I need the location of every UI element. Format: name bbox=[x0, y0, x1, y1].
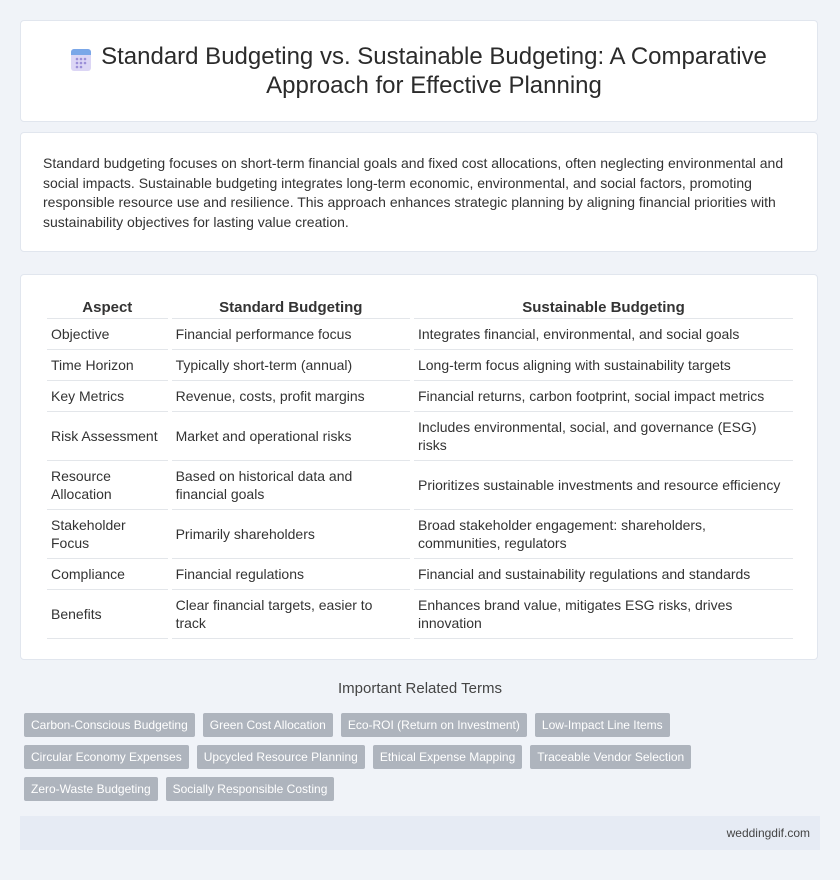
table-row bbox=[47, 319, 793, 350]
tag-ethical-expense-mapping[interactable]: Ethical Expense Mapping bbox=[373, 745, 522, 769]
table-cell: Time Horizon bbox=[47, 350, 168, 381]
table-cell: Includes environmental, social, and governance (ESG) risks bbox=[414, 412, 793, 461]
tag-upcycled-resource-planning[interactable]: Upcycled Resource Planning bbox=[197, 745, 365, 769]
table-row bbox=[47, 350, 793, 381]
page-title: Standard Budgeting vs. Sustainable Budgeting: A Comparative Approach for Effective Planning bbox=[101, 43, 767, 99]
table-cell: Enhances brand value, mitigates ESG risks, drives innovation bbox=[414, 590, 793, 639]
intro-paragraph: Standard budgeting focuses on short-term financial goals and fixed cost allocations, often neglecting environmental and social impacts. Sustainable budgeting integrates long-term economic, environmental, and social factors, promoting responsible resource use and resilience. This approach enhances strategic planning by aligning financial priorities with sustainability objectives for lasting value creation. bbox=[43, 155, 784, 230]
table-cell: Financial regulations bbox=[172, 559, 410, 590]
related-terms-title: Important Related Terms bbox=[338, 680, 502, 697]
table-row bbox=[47, 412, 793, 461]
table-row bbox=[47, 510, 793, 559]
column-header-standard: Standard Budgeting bbox=[172, 296, 410, 319]
column-header-aspect: Aspect bbox=[47, 296, 168, 319]
table-cell: Broad stakeholder engagement: shareholders, communities, regulators bbox=[414, 510, 793, 559]
tag-zero-waste-budgeting[interactable]: Zero-Waste Budgeting bbox=[24, 777, 158, 801]
tag-circular-economy-expenses[interactable]: Circular Economy Expenses bbox=[24, 745, 189, 769]
table-row bbox=[47, 381, 793, 412]
table-cell: Primarily shareholders bbox=[172, 510, 410, 559]
table-row bbox=[47, 461, 793, 510]
table-cell: Based on historical data and financial goals bbox=[172, 461, 410, 510]
document-icon bbox=[69, 47, 93, 73]
table-cell: Key Metrics bbox=[47, 381, 168, 412]
tag-low-impact-line-items[interactable]: Low-Impact Line Items bbox=[535, 713, 670, 737]
table-cell: Financial and sustainability regulations and standards bbox=[414, 559, 793, 590]
table-cell: Resource Allocation bbox=[47, 461, 168, 510]
intro-card bbox=[20, 132, 818, 252]
table-cell: Clear financial targets, easier to track bbox=[172, 590, 410, 639]
tag-green-cost-allocation[interactable]: Green Cost Allocation bbox=[203, 713, 333, 737]
comparison-table bbox=[43, 296, 797, 639]
tag-socially-responsible-costing[interactable]: Socially Responsible Costing bbox=[166, 777, 335, 801]
table-cell: Market and operational risks bbox=[172, 412, 410, 461]
related-terms-list bbox=[24, 713, 724, 801]
table-cell: Stakeholder Focus bbox=[47, 510, 168, 559]
table-cell: Risk Assessment bbox=[47, 412, 168, 461]
table-cell: Financial performance focus bbox=[172, 319, 410, 350]
table-cell: Long-term focus aligning with sustainability targets bbox=[414, 350, 793, 381]
table-cell: Revenue, costs, profit margins bbox=[172, 381, 410, 412]
table-cell: Compliance bbox=[47, 559, 168, 590]
header-card bbox=[20, 20, 818, 122]
tag-eco-roi[interactable]: Eco-ROI (Return on Investment) bbox=[341, 713, 527, 737]
tag-traceable-vendor-selection[interactable]: Traceable Vendor Selection bbox=[530, 745, 691, 769]
table-header-row bbox=[47, 296, 793, 319]
table-cell: Prioritizes sustainable investments and resource efficiency bbox=[414, 461, 793, 510]
table-row bbox=[47, 590, 793, 639]
table-cell: Benefits bbox=[47, 590, 168, 639]
footer bbox=[20, 816, 820, 850]
table-row bbox=[47, 559, 793, 590]
footer-site-link[interactable]: weddingdif.com bbox=[726, 826, 810, 840]
table-cell: Objective bbox=[47, 319, 168, 350]
table-cell: Typically short-term (annual) bbox=[172, 350, 410, 381]
comparison-table-card bbox=[20, 274, 818, 660]
table-cell: Integrates financial, environmental, and social goals bbox=[414, 319, 793, 350]
column-header-sustainable: Sustainable Budgeting bbox=[414, 296, 793, 319]
tag-carbon-conscious-budgeting[interactable]: Carbon-Conscious Budgeting bbox=[24, 713, 195, 737]
table-cell: Financial returns, carbon footprint, social impact metrics bbox=[414, 381, 793, 412]
